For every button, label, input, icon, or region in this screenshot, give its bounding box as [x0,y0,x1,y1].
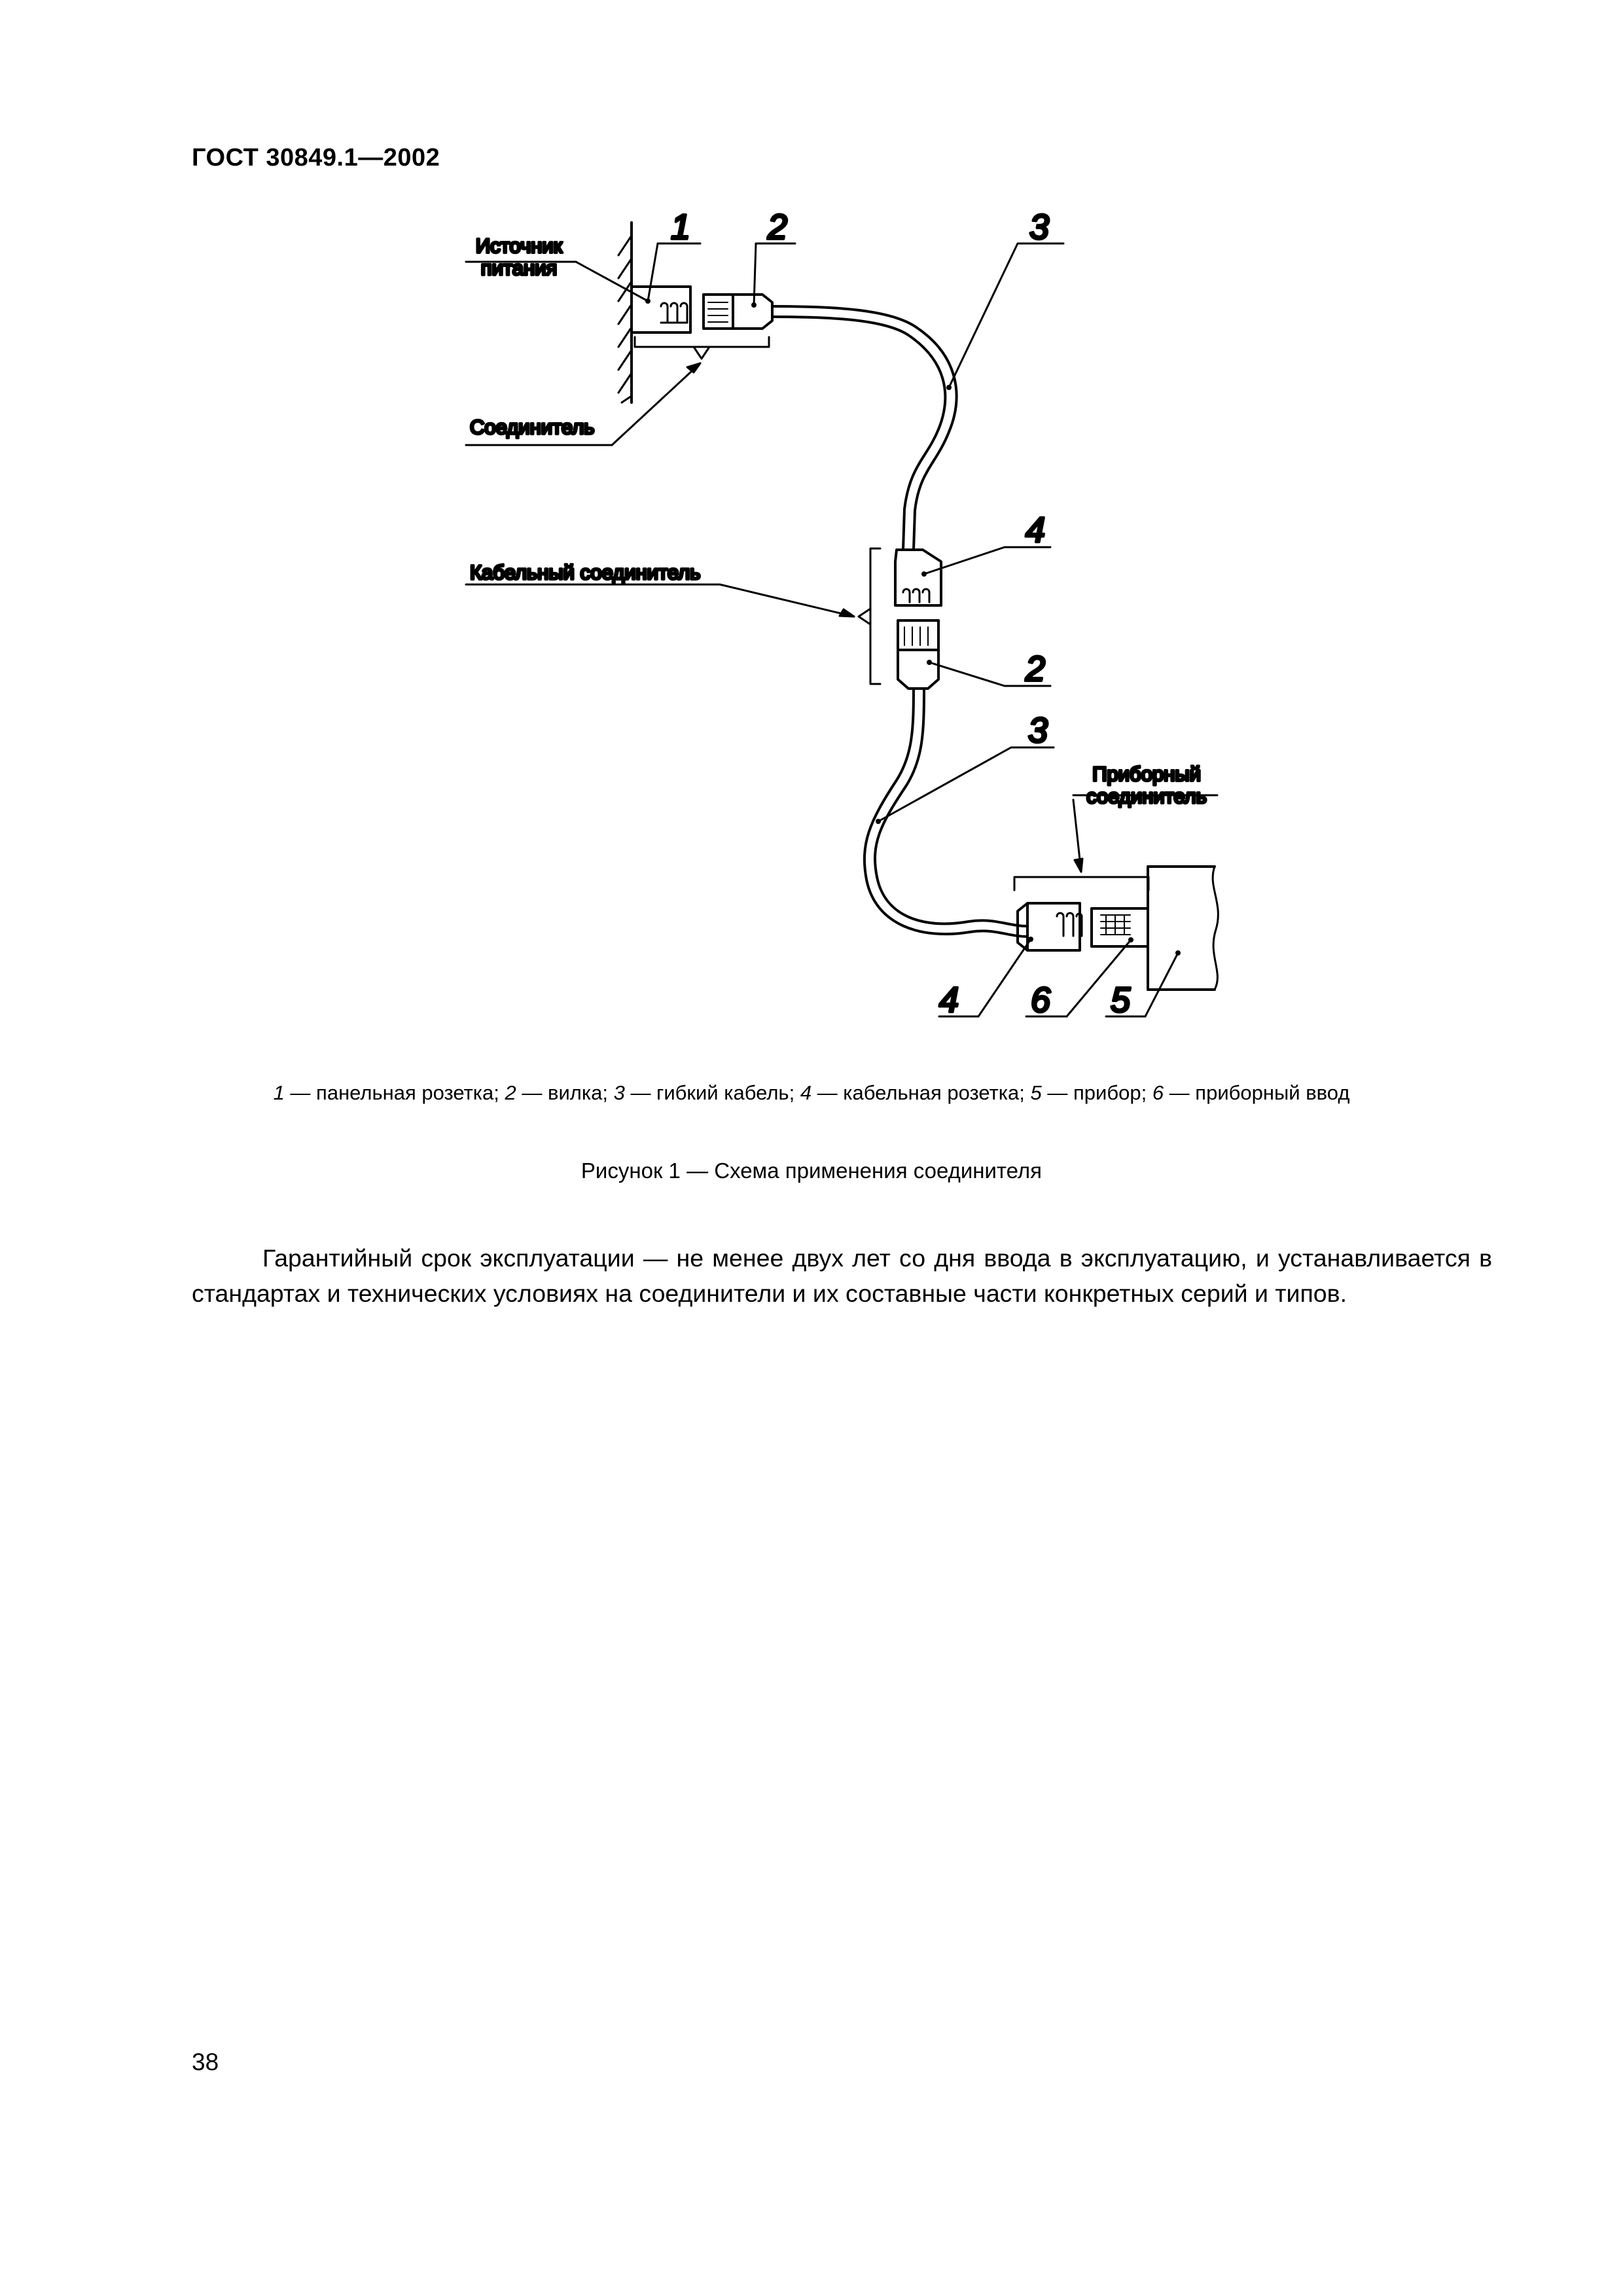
callout-2-middle: 2 [1025,649,1046,689]
panel-socket [632,287,690,332]
label-appliance-connector-line2: соединитель [1086,785,1207,808]
figure-caption: Рисунок 1 — Схема применения соединителя [580,1158,1043,1183]
legend-num-5: 5 [1030,1081,1042,1104]
legend-text-3: — гибкий кабель; [624,1081,800,1104]
cable-socket-middle [895,550,941,605]
label-power-source-line2: питания [480,257,558,279]
body-paragraph: Гарантийный срок эксплуатации — не менее двух лет со дня ввода в эксплуатацию, и устанавливается в стандартах и технических условиях на соединители и их составные части конкретных серий и типов. [192,1244,1492,1307]
callout-2-top: 2 [767,207,788,247]
callout-4-bottom: 4 [938,980,959,1020]
appliance-box [1148,867,1218,990]
legend-num-6: 6 [1152,1081,1164,1104]
label-appliance-connector-line1: Приборный [1092,762,1201,785]
legend-num-1: 1 [273,1081,285,1104]
label-power-source-line1: Источник [475,234,563,257]
label-cable-connector: Кабельный соединитель [470,561,701,584]
plug-top [704,295,772,329]
leader-lines [466,243,1217,1016]
callout-3-top: 3 [1029,207,1050,247]
label-connector: Соединитель [470,416,595,439]
callout-4-middle: 4 [1025,511,1046,550]
document-header: ГОСТ 30849.1—2002 [192,144,440,171]
callout-5: 5 [1110,980,1131,1020]
wall-hatching [618,223,632,403]
legend-text-6: — приборный ввод [1164,1081,1350,1104]
flexible-cable-top [772,306,957,550]
legend-num-3: 3 [613,1081,625,1104]
legend-num-2: 2 [505,1081,516,1104]
callout-3-middle: 3 [1027,711,1048,750]
legend-text-4: — кабельная розетка; [812,1081,1031,1104]
appliance-inlet [1092,908,1148,946]
callout-6: 6 [1030,980,1051,1020]
connector-application-diagram [0,0,1623,1060]
page-number: 38 [192,2049,219,2075]
callout-1: 1 [670,207,691,247]
legend-text-2: — вилка; [516,1081,614,1104]
legend-num-4: 4 [800,1081,812,1104]
plug-middle [898,620,938,689]
legend-text-1: — панельная розетка; [284,1081,505,1104]
figure-legend [0,1081,1623,1105]
legend-text-5: — прибор; [1041,1081,1152,1104]
flexible-cable-bottom [865,689,1027,937]
